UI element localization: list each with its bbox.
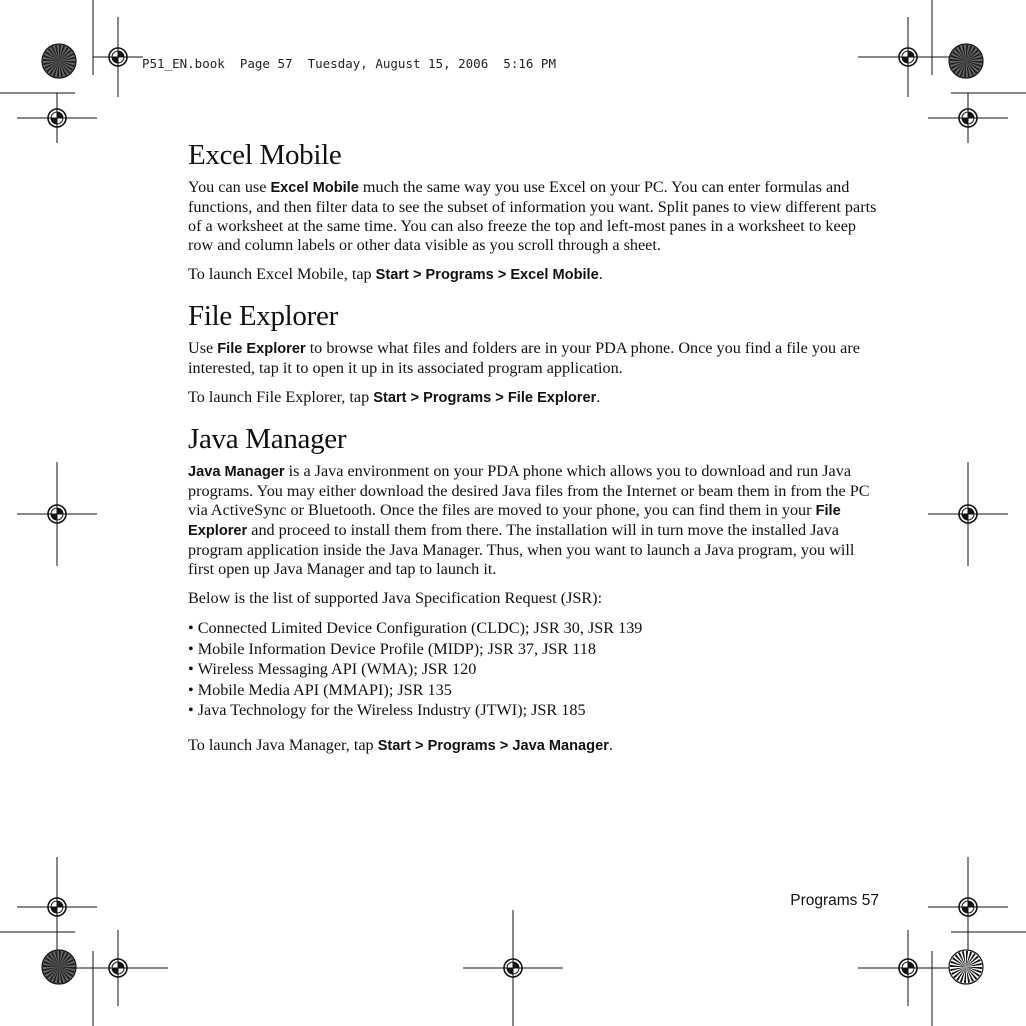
footer-section-name: Programs bbox=[790, 892, 858, 909]
jsr-list-intro: Below is the list of supported Java Specification Request (JSR): bbox=[188, 589, 603, 607]
registration-mark-icon bbox=[928, 93, 1008, 143]
text-run: and proceed to install them from there. The installation will in turn move the installed Java program application inside the Java Manager. Thus, when you want to launch a Java program, you will first open up Java Manager and tap to launch it. bbox=[188, 521, 855, 578]
star-target-icon bbox=[949, 950, 983, 984]
section-title-file-explorer: File Explorer bbox=[188, 300, 338, 332]
text-run: much the same way you use Excel on your PC. You can enter formulas and functions, and then filter data to see the subset of information you want. Split panes to view different parts of a worksheet at the same time. You can also freeze the top and left-most panes in a worksheet to keep row and column labels or other data visible as you scroll through a sheet. bbox=[188, 178, 877, 254]
registration-mark-icon bbox=[93, 17, 143, 97]
file-explorer-launch-instruction bbox=[188, 388, 878, 408]
jsr-list bbox=[188, 618, 878, 721]
registration-mark-icon bbox=[17, 93, 97, 143]
print-header-time: 5:16 PM bbox=[503, 56, 556, 71]
text-run: . bbox=[608, 735, 613, 754]
menu-path-excel-mobile: Start > Programs > Excel Mobile bbox=[375, 267, 599, 283]
star-target-icon bbox=[42, 950, 76, 984]
print-header-page: Page 57 bbox=[239, 56, 293, 71]
page-footer bbox=[790, 892, 879, 910]
java-manager-description bbox=[188, 462, 878, 579]
section-title-excel-mobile: Excel Mobile bbox=[188, 139, 342, 171]
ui-term-file-explorer: File Explorer bbox=[217, 341, 306, 357]
text-run: To launch Excel Mobile, tap bbox=[188, 265, 376, 283]
list-item: • Connected Limited Device Configuration (CLDC); JSR 30, JSR 139 bbox=[188, 618, 878, 639]
excel-mobile-description bbox=[188, 178, 878, 255]
page-content bbox=[188, 138, 878, 766]
registration-mark-icon bbox=[928, 857, 1008, 957]
text-run: To launch File Explorer, tap bbox=[188, 388, 374, 406]
registration-mark-icon bbox=[858, 930, 958, 1006]
print-header-book: P51_EN.book bbox=[142, 56, 225, 71]
text-run: To launch Java Manager, tap bbox=[188, 735, 378, 754]
star-target-icon bbox=[42, 44, 76, 78]
excel-mobile-launch-instruction bbox=[188, 265, 878, 285]
text-run: . bbox=[596, 388, 601, 406]
print-header-date: Tuesday, August 15, 2006 bbox=[307, 56, 489, 71]
menu-path-file-explorer: Start > Programs > File Explorer bbox=[373, 390, 597, 406]
file-explorer-description bbox=[188, 339, 878, 378]
print-header bbox=[142, 56, 556, 71]
footer-page-number: 57 bbox=[861, 892, 879, 909]
text-run: to browse what files and folders are in your PDA phone. Once you find a file you are interested, tap it to open it up in its associated program application. bbox=[188, 339, 860, 377]
text-run: Use bbox=[188, 339, 218, 357]
section-title-java-manager: Java Manager bbox=[188, 423, 347, 455]
registration-mark-icon bbox=[858, 17, 958, 97]
registration-mark-icon bbox=[463, 910, 563, 1026]
registration-mark-icon bbox=[68, 930, 168, 1006]
list-item: • Wireless Messaging API (WMA); JSR 120 bbox=[188, 659, 878, 680]
registration-mark-icon bbox=[17, 857, 97, 957]
ui-term-excel-mobile: Excel Mobile bbox=[270, 180, 359, 196]
text-run: . bbox=[598, 265, 603, 283]
ui-term-file-explorer-ref: File Explorer bbox=[188, 503, 841, 539]
star-target-icon bbox=[949, 44, 983, 78]
registration-mark-icon bbox=[17, 462, 97, 566]
text-run: is a Java environment on your PDA phone which allows you to download and run Java programs. You may either download the desired Java files from the Internet or beam them in from the PC via ActiveSync or Bluetooth. Once the files are moved to your phone, you can find them in your bbox=[188, 462, 870, 519]
registration-mark-icon bbox=[928, 462, 1008, 566]
list-item: • Mobile Information Device Profile (MIDP); JSR 37, JSR 118 bbox=[188, 639, 878, 660]
text-run: You can use bbox=[188, 178, 271, 196]
ui-term-java-manager: Java Manager bbox=[188, 464, 285, 480]
list-item: • Mobile Media API (MMAPI); JSR 135 bbox=[188, 680, 878, 701]
java-manager-launch-instruction bbox=[188, 736, 878, 756]
list-item: • Java Technology for the Wireless Industry (JTWI); JSR 185 bbox=[188, 700, 878, 721]
menu-path-java-manager: Start > Programs > Java Manager bbox=[377, 737, 609, 754]
